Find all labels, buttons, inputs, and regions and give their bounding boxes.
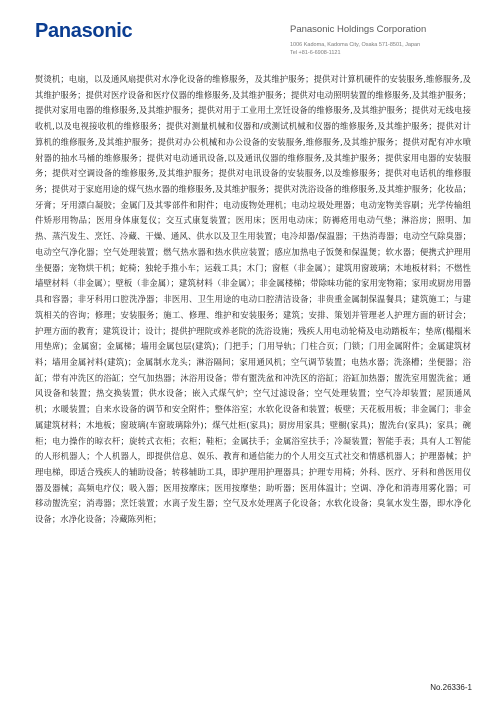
tel-line: Tel +81-6-6908-1121 bbox=[290, 50, 341, 56]
company-name: Panasonic Holdings Corporation bbox=[290, 24, 427, 35]
document-body-text: 熨烫机；电扇，以及通风扇提供对水净化设备的维修服务，及其维护服务；提供对计算机硬件的安装服务,维修服务,及其维护服务；提供对医疗设备和医疗仪器的维修服务,及其维护服务；提供对电动照明装置的维修服务,及其维护服务；提供对家用电器的维修服务,及其维护服务；提供对用于工业用土烹饪设备的维修服务,及其维护服务；提供对无线电接收机,以及电视接收机的维修服务；提供对测量机械和仪器和/或测试机械和仪器的维修服务,及其维护服务；提供对计算机的维修服务,及其维护服务；提供对办公机械和办公设备的安装服务,维修服务,及其维护服务；提供对配有冲水喷射器的抽水马桶的维修服务；提供对电动通讯设备,以及通讯仪器的维修服务,及其维护服务；提供家用电器的安装服务；提供对空调设备的维修服务,及其维护服务；提供对电讯设备的安装服务,以及维修服务；提供对电话机的维修服务；提供对于家庭用途的煤气热水器的维修服务,及其维护服务；提供对洗浴设备的维修服务,及其维护服务；化妆品；牙膏；牙用漂白凝胶；金属门及其零部件和附件；电动废物处理机；电动垃圾处理器；电动宠物美容刷；光学传输组件矫形用物品；医用身体康复仪；交互式康复装置；医用床；医用电动床；防褥疮用电动气垫；淋浴房；照明、加热、蒸汽发生、烹饪、冷藏、干燥、通风、供水以及卫生用装置；电冷却器/保温器；干热消毒器；电动空气除臭器；电动空气净化器；空气处理装置；燃气热水器和热水供应装置；感应加热电子饭煲和保温煲；软水器；便携式护理用坐便器；宠物烘干机；蛇椅；独轮手推小车；运载工具；木门；窗框（非金属）；建筑用窗玻璃；木地板材料；不燃性墙壁材料（非金属）；壁板（非金属）；建筑材料（非金属）；非金属楼梯；带除味功能的家用宠物箱；家用或厨房用器具和容器；非牙科用口腔洗净器；非医用、卫生用途的电动口腔清洁设备；非贵重金属制保温餐具；建筑施工；与建筑相关的咨询；修理；安装服务；施工、修理、维护和安装服务；建筑；安排、策划并管理老人护理方面的研讨会；护理方面的教育；建筑设计；设计；提供护理院或养老院的洗浴设施；残疾人用电动轮椅及电动踏板车；垫席(榻榻米用垫席)；金属窗；金属梯；墙用金属包层(建筑)；门把手；门用导轨；门柱合页；门锁；门用金属附件；金属建筑材料；墙用金属衬料(建筑)；金属制水龙头；淋浴隔间；家用通风机；空气调节装置；电热水器；洗涤槽；坐便器；浴缸；带有冲洗区的浴缸；空气加热器；沐浴用设备；带有盥洗盆和冲洗区的浴缸；浴缸加热器；盥洗室用盥洗盆；通风设备和装置；热交换装置；供水设备；嵌入式煤气炉；空气过滤设备；空气处理装置；空气冷却装置；屋顶通风机；水暖装置；自来水设备的调节和安全附件；整体浴室；水软化设备和装置；板壁；天花板用板；非金属门；非金属建筑材料；木地板；窗玻璃(车窗玻璃除外)；煤气灶柜(家具)；厨房用家具；壁橱(家具)；盥洗台(家具)；家具；碗柜；电力操作的晾衣杆；旋转式衣柜；衣柜；鞋柜；金属扶手；金属浴室扶手；冷凝装置；智能手表；具有人工智能的人形机器人；个人机器人，即提供信息、娱乐、教育和通信能力的个人用交互式社交和情感机器人；护理器械；护理电梯，即适合残疾人的辅助设备；转移辅助工具，即护理用护理器具；护理专用椅；外科、医疗、牙科和兽医用仪器及器械；高频电疗仪；吸入器；医用按摩床；医用按摩垫；助听器；医用体温计；空调、净化和消毒用雾化器；可移动盥洗室；消毒器；烹饪装置；水离子发生器；空气及水处理离子化设备；水软化设备；臭氧水发生器，即水净化设备；水净化设备；冷藏陈列柜； bbox=[35, 74, 471, 525]
company-address bbox=[290, 41, 426, 57]
document-number: No.26336-1 bbox=[430, 683, 472, 692]
company-info bbox=[290, 24, 426, 57]
address-line: 1006 Kadoma, Kadoma City, Osaka 571-8501, Japan bbox=[290, 42, 421, 48]
panasonic-logo: Panasonic bbox=[35, 20, 133, 42]
